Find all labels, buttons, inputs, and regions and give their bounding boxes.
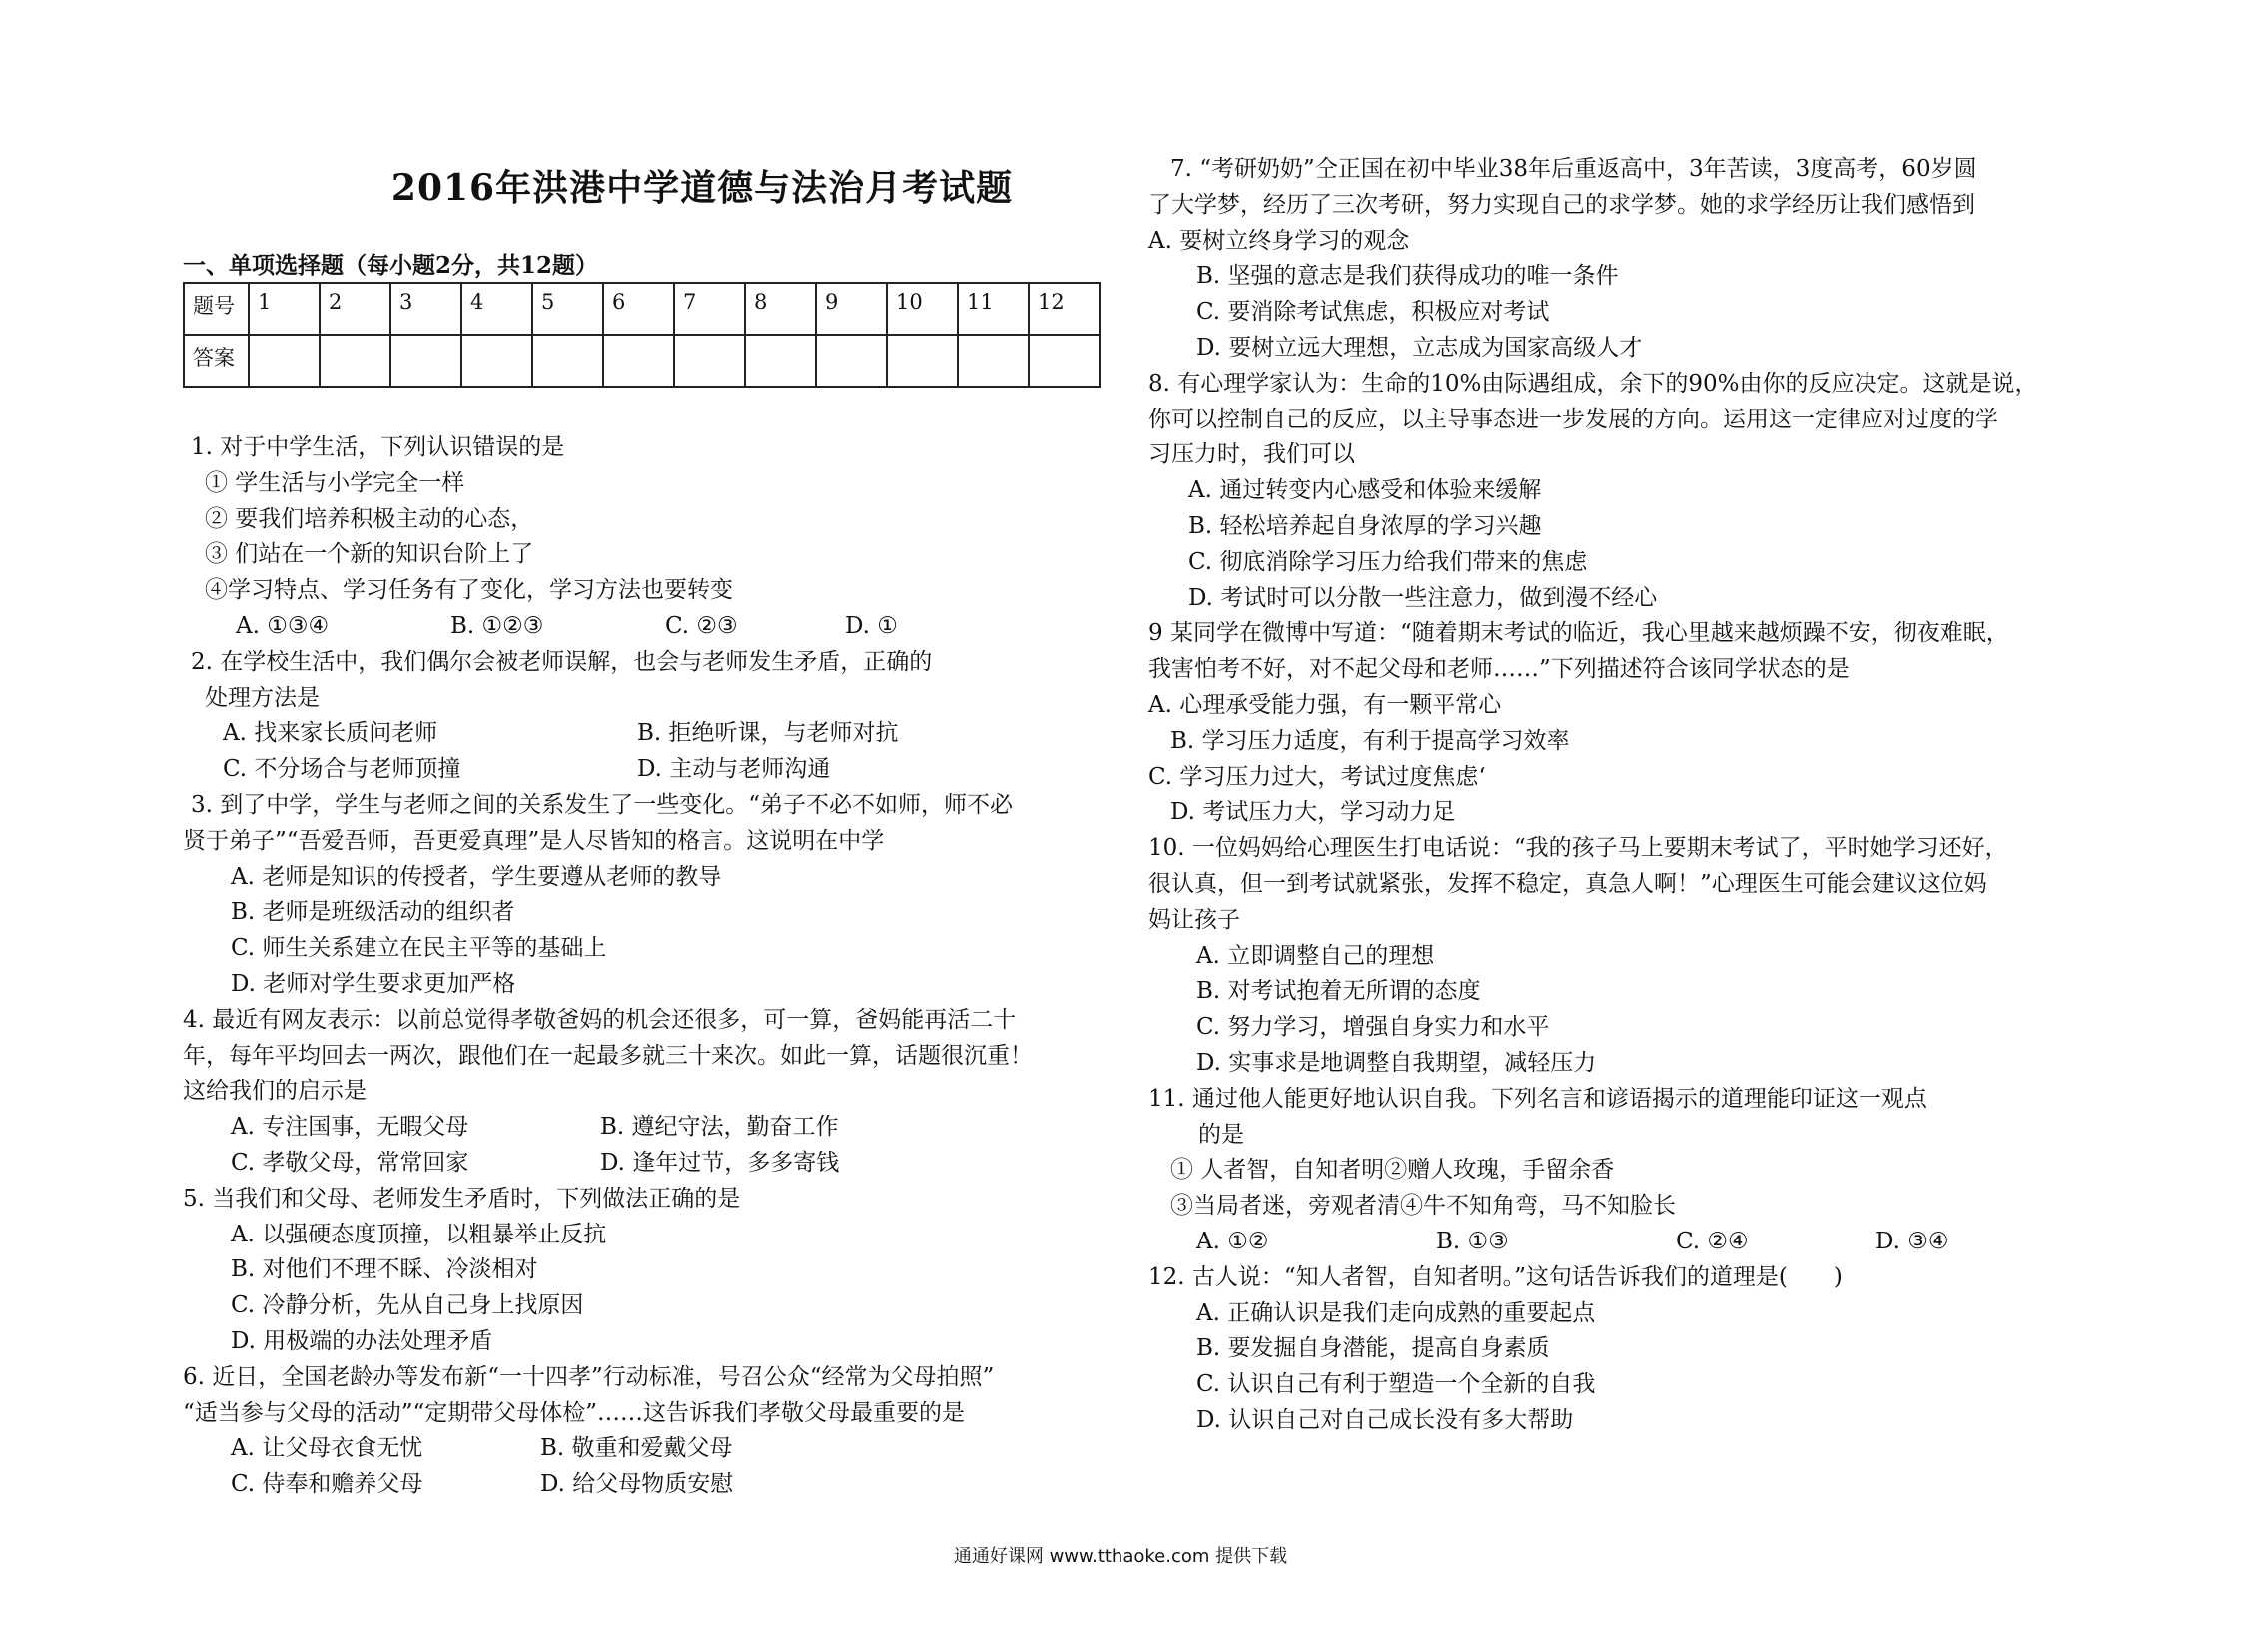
question-stem: 年，每年平均回去一两次，跟他们在一起最多就三十来次。如此一算，话题很沉重！ <box>183 1042 1033 1069</box>
question-stem: 妈让孩子 <box>1148 906 1240 933</box>
option: A. 以强硬态度顶撞，以粗暴举止反抗 <box>231 1221 607 1247</box>
option: C. 不分场合与老师顶撞 <box>223 756 461 783</box>
question-stem: 很认真，但一到考试就紧张，发挥不稳定，真急人啊！”心理医生可能会建议这位妈 <box>1148 870 1987 897</box>
option: C. 努力学习，增强自身实力和水平 <box>1196 1014 1550 1041</box>
option: B. ①②③ <box>450 612 544 639</box>
question-stem: 这给我们的启示是 <box>183 1078 367 1105</box>
question-stem: 处理方法是 <box>205 684 320 711</box>
option: A. 心理承受能力强，有一颗平常心 <box>1148 691 1502 718</box>
answer-table-answer-row <box>184 335 1100 387</box>
option: B. 拒绝听课，与老师对抗 <box>637 720 899 747</box>
option: B. 对他们不理不睬、冷淡相对 <box>231 1256 538 1283</box>
question-stem: 6. 近日，全国老龄办等发布新“一十四孝”行动标准，号召公众“经常为父母拍照” <box>183 1363 995 1390</box>
question-item: ① 人者智，自知者明②赠人玫瑰，手留余香 <box>1170 1157 1615 1184</box>
option: B. 要发掘自身潜能，提高自身素质 <box>1196 1335 1550 1362</box>
table-cell: 7 <box>674 283 745 335</box>
option: A. ①③④ <box>236 612 330 639</box>
question-stem: 9 某同学在微博中写道：“随着期末考试的临近，我心里越来越烦躁不安，彻夜难眠， <box>1148 620 2009 647</box>
page-title: 2016年洪港中学道德与法治月考试题 <box>390 167 1014 209</box>
answer-cell[interactable] <box>1029 335 1100 387</box>
question-stem: 我害怕考不好，对不起父母和老师……”下列描述符合该同学状态的是 <box>1148 656 1850 683</box>
option: B. 学习压力适度，有利于提高学习效率 <box>1170 727 1570 754</box>
option: C. 孝敬父母，常常回家 <box>231 1149 469 1176</box>
question-item: ① 学生活与小学完全一样 <box>205 469 465 496</box>
answer-table <box>183 282 1101 388</box>
option: D. ① <box>845 612 898 639</box>
answer-cell[interactable] <box>958 335 1029 387</box>
option: D. 逢年过节，多多寄钱 <box>600 1149 840 1176</box>
table-row-label: 答案 <box>184 335 249 387</box>
option: A. ①② <box>1196 1228 1269 1254</box>
table-cell: 11 <box>958 283 1029 335</box>
option: C. 彻底消除学习压力给我们带来的焦虑 <box>1188 548 1588 575</box>
option: D. 老师对学生要求更加严格 <box>231 970 516 997</box>
option-row <box>183 716 1112 752</box>
option: D. 认识自己对自己成长没有多大帮助 <box>1196 1406 1574 1433</box>
question-stem: “适当参与父母的活动”“定期带父母体检”……这告诉我们孝敬父母最重要的是 <box>183 1399 966 1426</box>
option: C. ②④ <box>1676 1228 1749 1254</box>
question-stem: 3. 到了中学，学生与老师之间的关系发生了一些变化。“弟子不必不如师，师不必 <box>191 791 1014 818</box>
answer-cell[interactable] <box>390 335 461 387</box>
right-questions <box>1148 152 2077 1439</box>
footer-source-note: 通通好课网 www.tthaoke.com 提供下载 <box>953 1546 1288 1567</box>
answer-cell[interactable] <box>532 335 603 387</box>
question-stem: 4. 最近有网友表示：以前总觉得孝敬爸妈的机会还很多，可一算，爸妈能再活二十 <box>183 1006 1017 1033</box>
question-stem: 的是 <box>1198 1121 1244 1148</box>
table-cell: 3 <box>390 283 461 335</box>
option: B. 老师是班级活动的组织者 <box>231 899 515 926</box>
option: B. 遵纪守法，勤奋工作 <box>600 1114 839 1141</box>
option: D. 给父母物质安慰 <box>540 1471 734 1498</box>
option: C. 侍奉和赡养父母 <box>231 1471 423 1498</box>
option: D. 主动与老师沟通 <box>637 756 831 783</box>
answer-cell[interactable] <box>745 335 816 387</box>
table-cell: 9 <box>816 283 887 335</box>
answer-cell[interactable] <box>887 335 958 387</box>
option: D. 要树立远大理想，立志成为国家高级人才 <box>1196 334 1643 361</box>
option: C. 要消除考试焦虑，积极应对考试 <box>1196 299 1550 326</box>
option-row <box>183 1431 1112 1467</box>
option: D. 考试时可以分散一些注意力，做到漫不经心 <box>1188 584 1658 611</box>
option: D. 考试压力大，学习动力足 <box>1170 799 1456 826</box>
question-stem: 贤于弟子”“吾爱吾师，吾更爱真理”是人尽皆知的格言。这说明在中学 <box>183 827 885 854</box>
question-stem: 你可以控制自己的反应，以主导事态进一步发展的方向。运用这一定律应对过度的学 <box>1148 406 1998 432</box>
option: A. 通过转变内心感受和体验来缓解 <box>1188 477 1542 504</box>
option: B. 轻松培养起自身浓厚的学习兴趣 <box>1188 512 1542 539</box>
question-item: ④学习特点、学习任务有了变化，学习方法也要转变 <box>205 577 733 604</box>
question-stem: 8. 有心理学家认为：生命的10%由际遇组成，余下的90%由你的反应决定。这就是说， <box>1148 370 2038 397</box>
option: D. 实事求是地调整自我期望，减轻压力 <box>1196 1049 1597 1076</box>
option: A. 要树立终身学习的观念 <box>1148 227 1410 254</box>
table-cell: 2 <box>320 283 390 335</box>
question-item: ② 要我们培养积极主动的心态， <box>205 505 534 532</box>
option: C. 师生关系建立在民主平等的基础上 <box>231 935 607 962</box>
left-questions <box>183 430 1112 1503</box>
option: C. 冷静分析，先从自己身上找原因 <box>231 1292 584 1319</box>
option: B. ①③ <box>1436 1228 1509 1254</box>
answer-cell[interactable] <box>249 335 320 387</box>
answer-cell[interactable] <box>816 335 887 387</box>
question-stem: 7. “考研奶奶”仝正国在初中毕业38年后重返高中，3年苦读，3度高考，60岁圆 <box>1170 156 1977 182</box>
option-row <box>183 1467 1112 1503</box>
option-row <box>183 1146 1112 1182</box>
option: A. 让父母衣食无忧 <box>231 1435 423 1462</box>
option: D. ③④ <box>1875 1228 1949 1254</box>
answer-cell[interactable] <box>674 335 745 387</box>
answer-cell[interactable] <box>461 335 532 387</box>
table-row-label: 题号 <box>184 283 249 335</box>
option: A. 立即调整自己的理想 <box>1196 942 1435 969</box>
section-heading: 一、单项选择题（每小题2分，共12题） <box>183 252 599 279</box>
option: C. 学习压力过大，考试过度焦虑‘ <box>1148 763 1486 790</box>
answer-table-number-row <box>184 283 1100 335</box>
answer-cell[interactable] <box>320 335 390 387</box>
question-stem: 1. 对于中学生活，下列认识错误的是 <box>191 434 565 460</box>
table-cell: 10 <box>887 283 958 335</box>
option: A. 专注国事，无暇父母 <box>231 1114 469 1141</box>
option: A. 找来家长质问老师 <box>223 720 438 747</box>
answer-cell[interactable] <box>603 335 674 387</box>
option: B. 对考试抱着无所谓的态度 <box>1196 978 1481 1005</box>
option: C. ②③ <box>665 612 738 639</box>
option-row <box>183 1110 1112 1146</box>
question-item: ③当局者迷，旁观者清④牛不知角弯，马不知脸长 <box>1170 1193 1676 1220</box>
option: D. 用极端的办法处理矛盾 <box>231 1327 493 1354</box>
table-cell: 1 <box>249 283 320 335</box>
question-stem: 10. 一位妈妈给心理医生打电话说：“我的孩子马上要期末考试了，平时她学习还好， <box>1148 835 2008 862</box>
option-row <box>1148 1225 2077 1260</box>
option: B. 敬重和爱戴父母 <box>540 1435 733 1462</box>
question-stem: 了大学梦，经历了三次考研，努力实现自己的求学梦。她的求学经历让我们感悟到 <box>1148 191 1975 218</box>
table-cell: 6 <box>603 283 674 335</box>
table-cell: 4 <box>461 283 532 335</box>
option-row <box>183 609 1112 645</box>
question-stem: 2. 在学校生活中，我们偶尔会被老师误解，也会与老师发生矛盾，正确的 <box>191 648 933 675</box>
option-row <box>183 752 1112 788</box>
question-stem: 习压力时，我们可以 <box>1148 441 1355 468</box>
question-item: ③ 们站在一个新的知识台阶上了 <box>205 541 534 568</box>
table-cell: 8 <box>745 283 816 335</box>
option: A. 正确认识是我们走向成熟的重要起点 <box>1196 1299 1596 1326</box>
table-cell: 12 <box>1029 283 1100 335</box>
option: B. 坚强的意志是我们获得成功的唯一条件 <box>1196 263 1619 290</box>
option: C. 认识自己有利于塑造一个全新的自我 <box>1196 1371 1596 1398</box>
question-stem: 12. 古人说：“知人者智，自知者明。”这句话告诉我们的道理是( ) <box>1148 1263 1843 1290</box>
question-stem: 11. 通过他人能更好地认识自我。下列名言和谚语揭示的道理能印证这一观点 <box>1148 1085 1927 1112</box>
option: A. 老师是知识的传授者，学生要遵从老师的教导 <box>231 863 722 890</box>
table-cell: 5 <box>532 283 603 335</box>
question-stem: 5. 当我们和父母、老师发生矛盾时，下列做法正确的是 <box>183 1185 741 1212</box>
